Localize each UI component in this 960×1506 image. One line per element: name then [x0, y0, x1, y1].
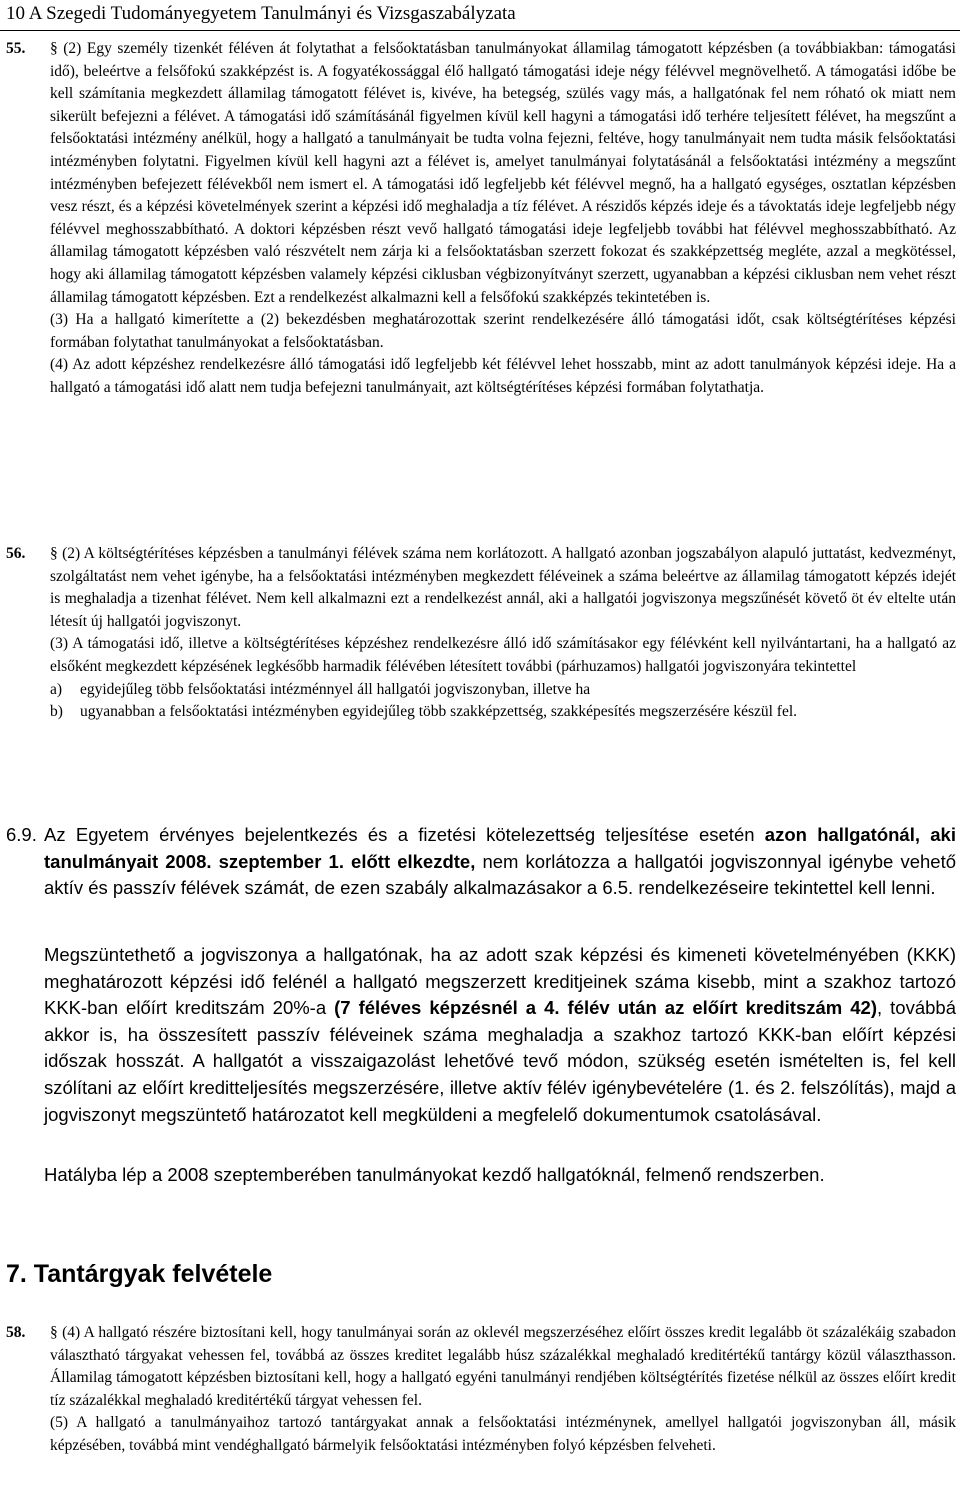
paragraph-56-2: § (2) A költségtérítéses képzésben a tanulmányi félévek száma nem korlátozott. A hallgató azonban jogszabályon alapuló juttatást, kedvezményt, szolgáltatást nem vehet igénybe, ha a felsőoktatási intézményben megkezdett féléveinek a száma beleértve az államilag támogatott képzés idejét is meghaladja a tizenhat félévet. Nem kell alkalmazni ezt a rendelkezést annál, aki a hallgatói jogviszonya megszűnését követő öt év eltelte után létesít új hallgatói jogviszonyt. [50, 545, 956, 630]
list-label: b) [50, 703, 63, 721]
rule-text-emphasis: azon hallgatónál, aki tanulmányait 2008. szeptember 1. előtt elkezdte, [44, 824, 956, 872]
paragraph-56-3: (3) A támogatási idő, illetve a költségtérítéses képzéshez rendelkezésre álló idő számításakor egy félévként kell nyilvántartani, ha a hallgató az elsőként megkezdett képzésének legkésőbb harmadik félévében létesített további (párhuzamos) hallgatói jogviszonyára tekintettel [50, 635, 956, 675]
list-item: ugyanabban a felsőoktatási intézményben egyidejűleg több szakképzettség, szakképesítés megszerzésére készül fel. [80, 703, 798, 721]
rule-6-9-text [44, 822, 956, 902]
section-number: 56. [6, 545, 26, 562]
section-number: 55. [6, 40, 26, 57]
section-56 [6, 543, 956, 724]
termination-paragraph [44, 942, 956, 1128]
paragraph-55-3: (3) Ha a hallgató kimerítette a (2) bekezdésben meghatározottak szerint rendelkezésére álló támogatási időt, csak költségtérítéses képzési formában folytathat tanulmányokat a felsőoktatásban. [50, 311, 956, 351]
termination-text: , továbbá akkor is, ha összesített passzív féléveinek száma meghaladja a szakhoz tartozó KKK-ban előírt képzési időszak hosszát. A hallgatót a visszaigazolást lehetővé tevő módon, szükség esetén ismételten is, fel kell szólítani az előírt kreditteljesítés megszerzésére, illetve aktív félév igénybevételére (1. és 2. felszólítás), majd a jogviszonyt megszüntető határozatot kell megküldeni a megfelelő dokumentumok csatolásával. [44, 997, 956, 1125]
section-55 [6, 38, 956, 400]
rule-text-part: Az Egyetem érvényes bejelentkezés és a fizetési kötelezettség teljesítése esetén [44, 824, 765, 845]
rule-text-part: nem korlátozza a hallgatói jogviszonnyal igénybe vehető aktív és passzív félévek számát, de ezen szabály alkalmazásakor a 6.5. rendelkezéseire tekintettel kell lenni. [44, 850, 956, 899]
list-item: egyidejűleg több felsőoktatási intézménnyel áll hallgatói jogviszonyban, illetve ha [80, 680, 591, 698]
paragraph-55-4: (4) Az adott képzéshez rendelkezésre álló támogatási idő legfeljebb két félévvel lehet hosszabb, mint az adott tanulmányok képzési ideje. Ha a hallgató a támogatási idő alatt nem tudja befejezni tanulmányait, azt költségtérítéses képzési formában folytathatja. [50, 356, 956, 396]
header-rule [0, 30, 960, 31]
rule-6-9 [6, 822, 956, 902]
section-number: 58. [6, 1324, 26, 1341]
chapter-heading: 7. Tantárgyak felvétele [6, 1260, 273, 1288]
running-header: 10 A Szegedi Tudományegyetem Tanulmányi és Vizsgaszabályzata [6, 3, 516, 24]
section-58 [6, 1322, 956, 1458]
paragraph-58-5: (5) A hallgató a tanulmányaihoz tartozó tantárgyakat annak a felsőoktatási intézménynek, amellyel hallgatói jogviszonyban áll, másik képzésében, továbbá mint vendéghallgató bármelyik felsőoktatási intézményben folyó képzésben felveheti. [50, 1414, 956, 1454]
rule-number: 6.9. [6, 824, 37, 845]
termination-text: Megszüntethető a jogviszonya a hallgatónak, ha az adott szak képzési és kimeneti követelményében (KKK) meghatározott képzési idő felénél a hallgató megszerzett kreditjeinek száma kisebb, mint a szakhoz tartozó KKK-ban előírt kreditszám 20%-a [44, 944, 956, 1019]
termination-emphasis: (7 féléves képzésnél a 4. félév után az előírt kreditszám 42) [334, 997, 877, 1019]
list-label: a) [50, 680, 63, 698]
paragraph-58-4: § (4) A hallgató részére biztosítani kell, hogy tanulmányai során az oklevél megszerzéséhez előírt összes kredit legalább öt százalékáig szabadon választható tárgyakat vehessen fel, továbbá az összes kreditet legalább húsz százalékkal meghaladó kreditértékű tantárgy közül választhasson. Államilag támogatott képzésben biztosítani kell, hogy a hallgató egyéni tanulmányi rendjében költségtérítés fizetése nélkül az összes előírt kredit tíz százalékkal meghaladó kreditértékű tárgyat vehessen fel. [50, 1324, 956, 1409]
effective-date-note: Hatályba lép a 2008 szeptemberében tanulmányokat kezdő hallgatóknál, felmenő rendszerben. [44, 1164, 825, 1185]
paragraph-55-2: § (2) Egy személy tizenkét féléven át folytathat a felsőoktatásban tanulmányokat államilag támogatott képzésben (a továbbiakban: támogatási idő), beleértve a felsőfokú szakképzést is. A fogyatékossággal élő hallgató támogatási ideje négy félévvel megnövelhető. A támogatási időbe be kell számítania megkezdett államilag támogatott félévet is, kivéve, ha betegség, szülés vagy más, a hallgatónak fel nem róható ok miatt nem sikerült befejezni a félévet. A támogatási idő számításánál figyelmen kívül kell hagyni a támogatási idő terhére teljesített félévet, ha megszűnt a felsőoktatási intézmény anélkül, hogy a hallgató a tanulmányait be tudta volna fejezni, feltéve, hogy tanulmányait nem tudta másik felsőoktatási intézményben folytatni. Figyelmen kívül kell hagyni azt a félévet is, amelyet tanulmányai folytatásánál a felsőoktatási intézmény a megszűnt intézményben befejezett félévekből nem ismert el. A támogatási idő legfeljebb két félévvel megnő, ha a hallgató egységes, osztatlan képzésben vesz részt, és a képzési követelmények szerint a képzési idő meghaladja a tíz félévet. A részidős képzés ideje és a távoktatás ideje legfeljebb négy félévvel meghosszabbítható. A doktori képzésben részt vevő hallgató támogatási ideje legfeljebb további hat félévvel meghosszabbítható. Az államilag támogatott képzésben való részvételt nem zárja ki a felsőoktatásban szerzett fokozat és szakképzettség megléte, azzal a megkötéssel, hogy aki államilag támogatott képzésben valamely képzési ciklusban végbizonyítványt szerzett, ugyanabban a képzési ciklusban nem vehet részt államilag támogatott képzésben. Ezt a rendelkezést alkalmazni kell a felsőfokú szakképzés tekintetében is. [50, 40, 956, 306]
